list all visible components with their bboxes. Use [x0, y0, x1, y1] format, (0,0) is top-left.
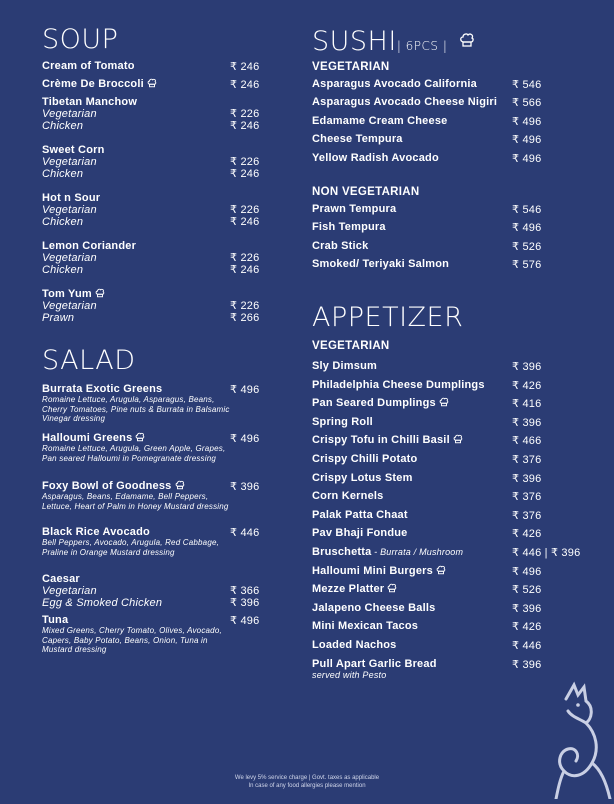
variant-label: Chicken — [42, 168, 84, 180]
variant-price: ₹ 226 — [230, 300, 260, 312]
variant-price: ₹ 226 — [230, 156, 260, 168]
variant-label: Prawn — [42, 312, 75, 324]
footer-line-1: We levy 5% service charge | Govt. taxes as applicable — [234, 775, 380, 781]
menu-item — [42, 526, 272, 557]
item-price: ₹ 376 — [512, 491, 542, 504]
footer-note — [0, 774, 614, 790]
item-name: Palak Patta Chaat — [312, 508, 408, 521]
item-name: Philadelphia Cheese Dumplings — [312, 378, 485, 391]
item-note: - Burrata / Mushroom — [371, 547, 464, 557]
item-price: ₹ 526 — [512, 241, 542, 253]
variant-label: Vegetarian — [42, 204, 97, 216]
item-price: ₹ 426 — [512, 379, 542, 392]
item-price: ₹ 466 — [512, 435, 542, 448]
chef-hat-icon — [450, 434, 463, 446]
menu-item — [312, 509, 612, 521]
variant-price: ₹ 226 — [230, 108, 260, 120]
item-name: Hot n Sour — [42, 192, 101, 204]
item-name: Halloumi Greens — [42, 432, 272, 444]
sushi-veg-heading: VEGETARIAN — [312, 61, 390, 73]
item-price: ₹ 246 — [230, 79, 260, 91]
menu-item — [312, 133, 612, 145]
item-name: Fish Tempura — [312, 221, 386, 233]
item-name: Tom Yum — [42, 288, 272, 300]
item-name: Edamame Cream Cheese — [312, 115, 448, 127]
item-name: Jalapeno Cheese Balls — [312, 601, 436, 614]
sushi-title — [312, 24, 475, 57]
chef-hat-icon — [172, 480, 185, 492]
item-name: Sly Dimsum — [312, 360, 377, 372]
item-name: Halloumi Mini Burgers — [312, 565, 612, 577]
menu-item — [42, 480, 272, 511]
menu-item — [312, 397, 612, 409]
item-description: Asparagus, Beans, Edamame, Bell Peppers, Lettuce, Heart of Palm in Honey Mustard dressing — [42, 492, 229, 511]
item-variant — [42, 216, 272, 228]
chef-hat-icon — [384, 583, 397, 595]
variant-price: ₹ 396 — [230, 597, 260, 609]
item-name: Loaded Nachos — [312, 639, 397, 651]
item-name: Burrata Exotic Greens — [42, 383, 163, 395]
variant-label: Chicken — [42, 120, 84, 132]
menu-item — [42, 96, 272, 132]
menu-item — [42, 144, 272, 180]
item-price: ₹ 246 — [230, 61, 260, 73]
item-description: Bell Peppers, Avocado, Arugula, Red Cabbage, Praline in Orange Mustard dressing — [42, 538, 220, 557]
menu-item — [312, 115, 612, 127]
menu-item — [312, 152, 612, 164]
variant-label: Vegetarian — [42, 585, 97, 597]
item-description: Romaine Lettuce, Arugula, Green Apple, Grapes, Pan seared Halloumi in Pomegranate dressing — [42, 444, 226, 463]
item-name: Asparagus Avocado California — [312, 78, 477, 90]
item-variant — [42, 312, 272, 324]
item-variant — [42, 204, 272, 216]
item-price: ₹ 396 — [512, 361, 542, 373]
salad-title: SALAD — [42, 345, 136, 376]
sushi-nonveg-heading: NON VEGETARIAN — [312, 186, 420, 198]
item-name: Lemon Coriander — [42, 240, 137, 252]
menu-item — [312, 258, 612, 270]
variant-label: Vegetarian — [42, 300, 97, 312]
item-name: Cheese Tempura — [312, 133, 403, 145]
item-name: Crème De Broccoli — [42, 78, 272, 90]
menu-item — [312, 434, 612, 446]
variant-price: ₹ 366 — [230, 585, 260, 597]
item-name: Foxy Bowl of Goodness — [42, 480, 272, 492]
item-price: ₹ 496 — [512, 222, 542, 234]
chef-hat-icon — [459, 24, 475, 55]
item-price: ₹ 426 — [512, 621, 542, 634]
appetizer-title: APPETIZER — [312, 302, 464, 333]
item-price: ₹ 496 — [230, 615, 260, 627]
item-price: ₹ 396 — [512, 658, 542, 671]
item-name: Tibetan Manchow — [42, 96, 138, 108]
item-name: Mezze Platter — [312, 583, 612, 595]
item-name: Caesar — [42, 573, 80, 585]
menu-item — [312, 96, 612, 108]
item-price: ₹ 546 — [512, 204, 542, 216]
footer-line-2: In case of any food allergies please mention — [248, 783, 366, 789]
menu-item — [42, 573, 272, 609]
item-name: Pull Apart Garlic Bread — [312, 657, 437, 670]
item-variant — [42, 168, 272, 180]
menu-item — [42, 240, 272, 276]
item-variant — [42, 264, 272, 276]
item-variant — [42, 300, 272, 312]
variant-label: Vegetarian — [42, 108, 97, 120]
item-name: Asparagus Avocado Cheese Nigiri — [312, 96, 498, 108]
item-name: Pav Bhaji Fondue — [312, 527, 408, 540]
sushi-subtitle: | 6PCS | — [396, 39, 448, 53]
menu-item — [42, 78, 272, 90]
item-price: ₹ 496 — [512, 153, 542, 165]
menu-item — [312, 546, 612, 558]
item-name: Sweet Corn — [42, 144, 105, 156]
menu-item — [312, 221, 612, 233]
soup-title: SOUP — [42, 24, 119, 55]
item-variant — [42, 156, 272, 168]
appetizer-veg-heading: VEGETARIAN — [312, 340, 390, 352]
item-price: ₹ 496 — [230, 384, 260, 396]
item-price: ₹ 416 — [512, 398, 542, 411]
menu-item — [42, 383, 272, 424]
item-name: Crab Stick — [312, 240, 369, 252]
item-price: ₹ 496 — [230, 433, 260, 445]
item-name: Pan Seared Dumplings — [312, 397, 612, 409]
fox-logo-icon — [534, 659, 614, 804]
chef-hat-icon — [433, 565, 446, 577]
item-name: Prawn Tempura — [312, 203, 397, 215]
item-price: ₹ 376 — [512, 454, 542, 466]
variant-price: ₹ 226 — [230, 252, 260, 264]
menu-item — [312, 78, 612, 90]
item-price: ₹ 396 — [512, 416, 542, 429]
menu-item — [312, 379, 612, 391]
variant-label: Chicken — [42, 216, 84, 228]
menu-item — [312, 453, 612, 465]
item-variant — [42, 597, 272, 609]
variant-label: Egg & Smoked Chicken — [42, 597, 163, 609]
item-price: ₹ 496 — [512, 116, 542, 128]
menu-item — [42, 432, 272, 463]
item-variant — [42, 120, 272, 132]
item-name: Black Rice Avocado — [42, 526, 150, 538]
menu-item — [312, 203, 612, 215]
item-name: Crispy Tofu in Chilli Basil — [312, 434, 612, 446]
item-name: Crispy Chilli Potato — [312, 453, 418, 465]
menu-item — [312, 620, 612, 632]
menu-item — [312, 472, 612, 484]
item-description: Romaine Lettuce, Arugula, Asparagus, Beans, Cherry Tomatoes, Pine nuts & Burrata in Balsamic Vinegar dressing — [42, 395, 230, 423]
item-name: Cream of Tomato — [42, 60, 135, 72]
item-price: ₹ 526 — [512, 584, 542, 597]
item-price: ₹ 546 — [512, 79, 542, 91]
item-variant — [42, 585, 272, 597]
menu-item — [312, 490, 612, 502]
chef-hat-icon — [144, 78, 157, 90]
item-name: Mini Mexican Tacos — [312, 620, 419, 633]
variant-price: ₹ 226 — [230, 204, 260, 216]
item-variant — [42, 252, 272, 264]
item-price: ₹ 396 — [512, 472, 542, 485]
item-price: ₹ 446 — [230, 527, 260, 539]
item-name: Yellow Radish Avocado — [312, 152, 439, 164]
item-price: ₹ 446 — [512, 640, 542, 652]
variant-price: ₹ 246 — [230, 168, 260, 180]
item-price: ₹ 576 — [512, 259, 542, 271]
menu-item — [42, 614, 272, 655]
item-name: Bruschetta - Burrata / Mushroom — [312, 546, 464, 558]
menu-item — [312, 565, 612, 577]
item-price: ₹ 496 — [512, 134, 542, 146]
item-name: Tuna — [42, 614, 69, 626]
menu-item — [312, 602, 612, 614]
item-name: Crispy Lotus Stem — [312, 471, 413, 484]
chef-hat-icon — [132, 432, 145, 444]
item-price: ₹ 396 — [230, 481, 260, 493]
variant-price: ₹ 246 — [230, 216, 260, 228]
menu-item — [312, 527, 612, 539]
chef-hat-icon — [92, 288, 105, 300]
variant-price: ₹ 266 — [230, 312, 260, 324]
item-price: ₹ 566 — [512, 97, 542, 109]
menu-item — [42, 192, 272, 228]
menu-item — [312, 360, 612, 372]
menu-item — [312, 416, 612, 428]
menu-item — [42, 288, 272, 324]
item-price: ₹ 496 — [512, 565, 542, 578]
variant-price: ₹ 246 — [230, 264, 260, 276]
variant-label: Chicken — [42, 264, 84, 276]
item-price: ₹ 426 — [512, 528, 542, 541]
item-price: ₹ 376 — [512, 509, 542, 522]
menu-item — [312, 583, 612, 595]
item-subnote: served with Pesto — [312, 669, 387, 680]
item-name: Smoked/ Teriyaki Salmon — [312, 258, 450, 270]
sushi-title-text: SUSHI — [312, 26, 397, 57]
variant-label: Vegetarian — [42, 252, 97, 264]
variant-price: ₹ 246 — [230, 120, 260, 132]
menu-item — [42, 60, 272, 72]
item-variant — [42, 108, 272, 120]
item-name: Corn Kernels — [312, 490, 384, 503]
menu-item — [312, 639, 612, 651]
menu-item — [312, 240, 612, 252]
variant-label: Vegetarian — [42, 156, 97, 168]
item-price: ₹ 396 — [512, 602, 542, 615]
item-price: ₹ 446 | ₹ 396 — [512, 547, 581, 559]
chef-hat-icon — [436, 397, 449, 409]
item-description: Mixed Greens, Cherry Tomato, Olives, Avocado, Capers, Baby Potato, Beans, Onion, Tuna in Mustard dressing — [42, 626, 222, 654]
item-name: Spring Roll — [312, 415, 373, 428]
